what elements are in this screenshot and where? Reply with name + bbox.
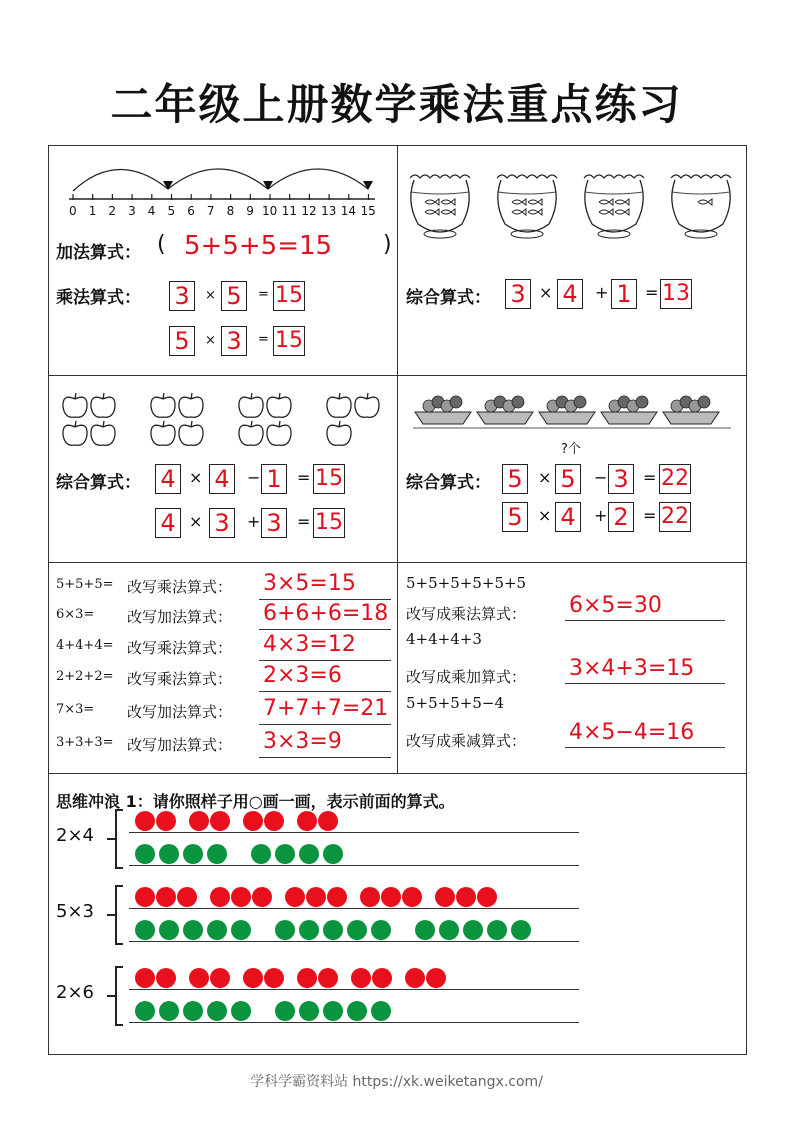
red-circle (360, 887, 380, 907)
row-divider (49, 562, 746, 563)
red-circle (306, 887, 326, 907)
red-circle (252, 887, 272, 907)
brace (115, 885, 123, 945)
green-circle (135, 844, 155, 864)
equals-sign: = (645, 283, 659, 302)
answer-box[interactable]: 15 (313, 464, 345, 494)
answer-box[interactable]: 2 (608, 502, 634, 532)
multiplication-label: 乘法算式： (56, 288, 141, 308)
rewrite-expression: 4+4+4= (56, 638, 114, 653)
plus-sign: + (594, 506, 608, 525)
answer-box[interactable]: 22 (659, 502, 691, 532)
apple-icon (63, 393, 87, 417)
number-line-labels (63, 204, 383, 222)
minus-sign: − (247, 468, 261, 487)
answer-box[interactable]: 4 (557, 279, 583, 309)
green-circle (207, 920, 227, 940)
apple-icon (63, 421, 87, 445)
answer-box[interactable]: 3 (608, 464, 634, 494)
combined-label: 综合算式： (56, 473, 141, 493)
apple-icon (179, 421, 203, 445)
apple-icon (91, 421, 115, 445)
brace-tick (107, 995, 115, 997)
red-circle (264, 811, 284, 831)
red-circle (210, 887, 230, 907)
answer-box[interactable]: 4 (555, 502, 581, 532)
answer-box[interactable]: 3 (505, 279, 531, 309)
answer-line (259, 599, 391, 600)
fish-bowl (671, 175, 731, 238)
green-circle (207, 1001, 227, 1021)
times-sign: × (538, 468, 552, 487)
red-circle (285, 887, 305, 907)
plus-sign: + (595, 283, 609, 302)
equals-sign: = (643, 468, 657, 487)
red-circle (381, 887, 401, 907)
rewrite-task: 改写加法算式： (127, 608, 233, 626)
times-sign: × (538, 506, 552, 525)
apple-icon (91, 393, 115, 417)
number-line-label: 5 (167, 204, 176, 218)
green-circle (275, 844, 295, 864)
green-circle (299, 844, 319, 864)
minus-sign: − (594, 468, 608, 487)
rewrite-task: 改写乘法算式： (127, 578, 233, 596)
fruit-basket (539, 396, 595, 424)
equals-sign: = (258, 287, 269, 302)
drawing-line (129, 989, 579, 990)
green-circle (415, 920, 435, 940)
number-line-label: 11 (281, 204, 297, 218)
green-circle (183, 920, 203, 940)
green-circle (275, 1001, 295, 1021)
drawing-line (129, 1022, 579, 1023)
fish-bowl (584, 175, 644, 238)
equals-sign: = (297, 512, 311, 531)
red-circle (426, 968, 446, 988)
rewrite-expression: 4+4+4+3 (406, 630, 482, 648)
rewrite-answer[interactable]: 3×3=9 (263, 729, 342, 754)
answer-line (565, 683, 725, 684)
number-line-label: 13 (321, 204, 337, 218)
number-line-label: 15 (360, 204, 376, 218)
apple-icon (267, 421, 291, 445)
red-circle (189, 811, 209, 831)
number-line-label: 2 (108, 204, 117, 218)
red-circle (231, 887, 251, 907)
number-line-label: 1 (88, 204, 97, 218)
rewrite-task: 改写乘法算式： (127, 639, 233, 657)
fruit-basket (663, 396, 719, 424)
red-circle (297, 811, 317, 831)
brace-tick (107, 914, 115, 916)
answer-box[interactable]: 5 (502, 502, 528, 532)
rewrite-task: 改写加法算式： (127, 736, 233, 754)
red-circle (210, 968, 230, 988)
apples-figure (61, 383, 391, 451)
think-heading: 思维冲浪 1：请你照样子用○画一画，表示前面的算式。 (56, 792, 455, 811)
rewrite-expression: 2+2+2= (56, 669, 114, 684)
brace (115, 966, 123, 1026)
green-circle (135, 1001, 155, 1021)
green-circle (347, 1001, 367, 1021)
number-line-label: 8 (226, 204, 235, 218)
apple-icon (239, 421, 263, 445)
answer-box[interactable]: 1 (611, 279, 637, 309)
green-circle (323, 1001, 343, 1021)
answer-box[interactable]: 1 (261, 464, 287, 494)
think-row-label: 5×3 (56, 901, 94, 922)
row-divider (49, 773, 746, 774)
answer-line (259, 724, 391, 725)
times-sign: × (539, 283, 553, 302)
equals-sign: = (297, 468, 311, 487)
number-line-label: 3 (128, 204, 136, 218)
green-circle (135, 920, 155, 940)
number-line-label: 6 (187, 204, 195, 218)
apple-icon (151, 421, 175, 445)
rewrite-expression: 5+5+5= (56, 577, 114, 592)
addition-label: 加法算式： (56, 243, 141, 263)
rewrite-task: 改写成乘加算式： (406, 668, 527, 686)
page-title: 二年级上册数学乘法重点练习 (110, 80, 683, 129)
rewrite-answer[interactable]: 4×5−4=16 (569, 720, 695, 745)
green-circle (371, 1001, 391, 1021)
number-line-label: 14 (340, 204, 357, 218)
answer-box[interactable]: 4 (155, 464, 181, 494)
green-circle (183, 1001, 203, 1021)
red-circle (177, 887, 197, 907)
red-circle (318, 811, 338, 831)
answer-line (259, 660, 391, 661)
apple-icon (239, 393, 263, 417)
green-circle (299, 1001, 319, 1021)
red-circle (210, 811, 230, 831)
answer-line (259, 629, 391, 630)
open-paren: ( (157, 232, 166, 257)
rewrite-answer[interactable]: 4×3=12 (263, 632, 356, 657)
rewrite-task: 改写成乘法算式： (406, 605, 527, 623)
red-circle (405, 968, 425, 988)
red-circle (264, 968, 284, 988)
rewrite-expression: 5+5+5+5+5+5 (406, 574, 527, 592)
combined-label: 综合算式： (406, 473, 491, 493)
rewrite-task: 改写加法算式： (127, 703, 233, 721)
brace (115, 809, 123, 869)
red-circle (327, 887, 347, 907)
times-sign: × (189, 512, 203, 531)
answer-box[interactable]: 15 (273, 326, 305, 356)
fruit-baskets-figure (411, 390, 733, 434)
green-circle (511, 920, 531, 940)
answer-box[interactable]: 4 (209, 464, 235, 494)
question-count: ?个 (561, 442, 581, 457)
rewrite-answer[interactable]: 2×3=6 (263, 663, 342, 688)
green-circle (231, 1001, 251, 1021)
answer-line (259, 757, 391, 758)
red-circle (189, 968, 209, 988)
number-line-label: 12 (301, 204, 317, 218)
rewrite-answer[interactable]: 6+6+6=18 (263, 601, 389, 626)
rewrite-expression: 7×3= (56, 702, 95, 717)
fish-bowls-figure (407, 172, 737, 244)
red-circle (297, 968, 317, 988)
number-line-label: 9 (246, 204, 254, 218)
green-circle (463, 920, 483, 940)
green-circle (159, 844, 179, 864)
number-line-label: 4 (147, 204, 156, 218)
green-circle (183, 844, 203, 864)
rewrite-expression: 5+5+5+5−4 (406, 694, 504, 712)
answer-box[interactable]: 3 (261, 508, 287, 538)
green-circle (487, 920, 507, 940)
equals-sign: = (643, 506, 657, 525)
green-circle (251, 844, 271, 864)
red-circle (477, 887, 497, 907)
drawing-line (129, 908, 579, 909)
red-circle (156, 968, 176, 988)
red-circle (243, 811, 263, 831)
red-circle (372, 968, 392, 988)
combined-label: 综合算式： (406, 288, 491, 308)
answer-box[interactable]: 15 (273, 281, 305, 311)
apple-icon (355, 393, 379, 417)
answer-box[interactable]: 15 (313, 508, 345, 538)
answer-box[interactable]: 4 (155, 508, 181, 538)
red-circle (135, 968, 155, 988)
green-circle (299, 920, 319, 940)
red-circle (318, 968, 338, 988)
answer-box[interactable]: 5 (555, 464, 581, 494)
fruit-basket (415, 396, 471, 424)
number-line-label: 7 (206, 204, 215, 218)
answer-line (259, 691, 391, 692)
answer-box[interactable]: 3 (209, 508, 235, 538)
rewrite-answer[interactable]: 3×4+3=15 (569, 656, 695, 681)
apple-icon (327, 421, 351, 445)
red-circle (243, 968, 263, 988)
worksheet (48, 145, 747, 1055)
answer-box[interactable]: 13 (660, 279, 692, 309)
answer-box[interactable]: 5 (502, 464, 528, 494)
number-line-label: 10 (262, 204, 278, 218)
row-divider (49, 375, 746, 376)
green-circle (323, 920, 343, 940)
fruit-basket (477, 396, 533, 424)
green-circle (323, 844, 343, 864)
red-circle (135, 887, 155, 907)
answer-line (565, 747, 725, 748)
rewrite-task: 改写乘法算式： (127, 670, 233, 688)
answer-box[interactable]: 22 (659, 464, 691, 494)
green-circle (207, 844, 227, 864)
close-paren: ) (383, 232, 392, 257)
equals-sign: = (258, 332, 269, 347)
rewrite-answer[interactable]: 3×5=15 (263, 571, 356, 596)
rewrite-expression: 6×3= (56, 607, 95, 622)
answer-box[interactable]: 5 (221, 281, 247, 311)
rewrite-expression: 3+3+3= (56, 735, 114, 750)
drawing-line (129, 832, 579, 833)
apple-icon (151, 393, 175, 417)
red-circle (435, 887, 455, 907)
think-row-label: 2×6 (56, 982, 94, 1003)
times-sign: × (205, 288, 216, 303)
answer-box[interactable]: 3 (169, 281, 195, 311)
times-sign: × (189, 468, 203, 487)
green-circle (275, 920, 295, 940)
plus-sign: + (247, 512, 261, 531)
fish-bowl (497, 175, 557, 238)
green-circle (439, 920, 459, 940)
footer-source: 学科学霸资料站 https://xk.weiketangx.com/ (250, 1074, 543, 1090)
times-sign: × (205, 333, 216, 348)
green-circle (347, 920, 367, 940)
red-circle (135, 811, 155, 831)
fruit-basket (601, 396, 657, 424)
green-circle (371, 920, 391, 940)
red-circle (156, 811, 176, 831)
red-circle (156, 887, 176, 907)
answer-line (565, 620, 725, 621)
green-circle (159, 1001, 179, 1021)
think-row-label: 2×4 (56, 825, 94, 846)
answer-box[interactable]: 3 (221, 326, 247, 356)
brace-tick (107, 838, 115, 840)
drawing-line (129, 941, 579, 942)
red-circle (351, 968, 371, 988)
rewrite-answer[interactable]: 6×5=30 (569, 593, 662, 618)
apple-icon (179, 393, 203, 417)
red-circle (402, 887, 422, 907)
drawing-line (129, 865, 579, 866)
rewrite-answer[interactable]: 7+7+7=21 (263, 696, 389, 721)
number-line-label: 0 (69, 204, 77, 218)
answer-box[interactable]: 5 (169, 326, 195, 356)
green-circle (159, 920, 179, 940)
rewrite-task: 改写成乘减算式： (406, 732, 527, 750)
apple-icon (327, 393, 351, 417)
fish-bowl (410, 175, 470, 238)
red-circle (456, 887, 476, 907)
column-divider (397, 146, 398, 773)
green-circle (231, 920, 251, 940)
apple-icon (267, 393, 291, 417)
addition-answer: 5+5+5=15 (184, 231, 333, 261)
